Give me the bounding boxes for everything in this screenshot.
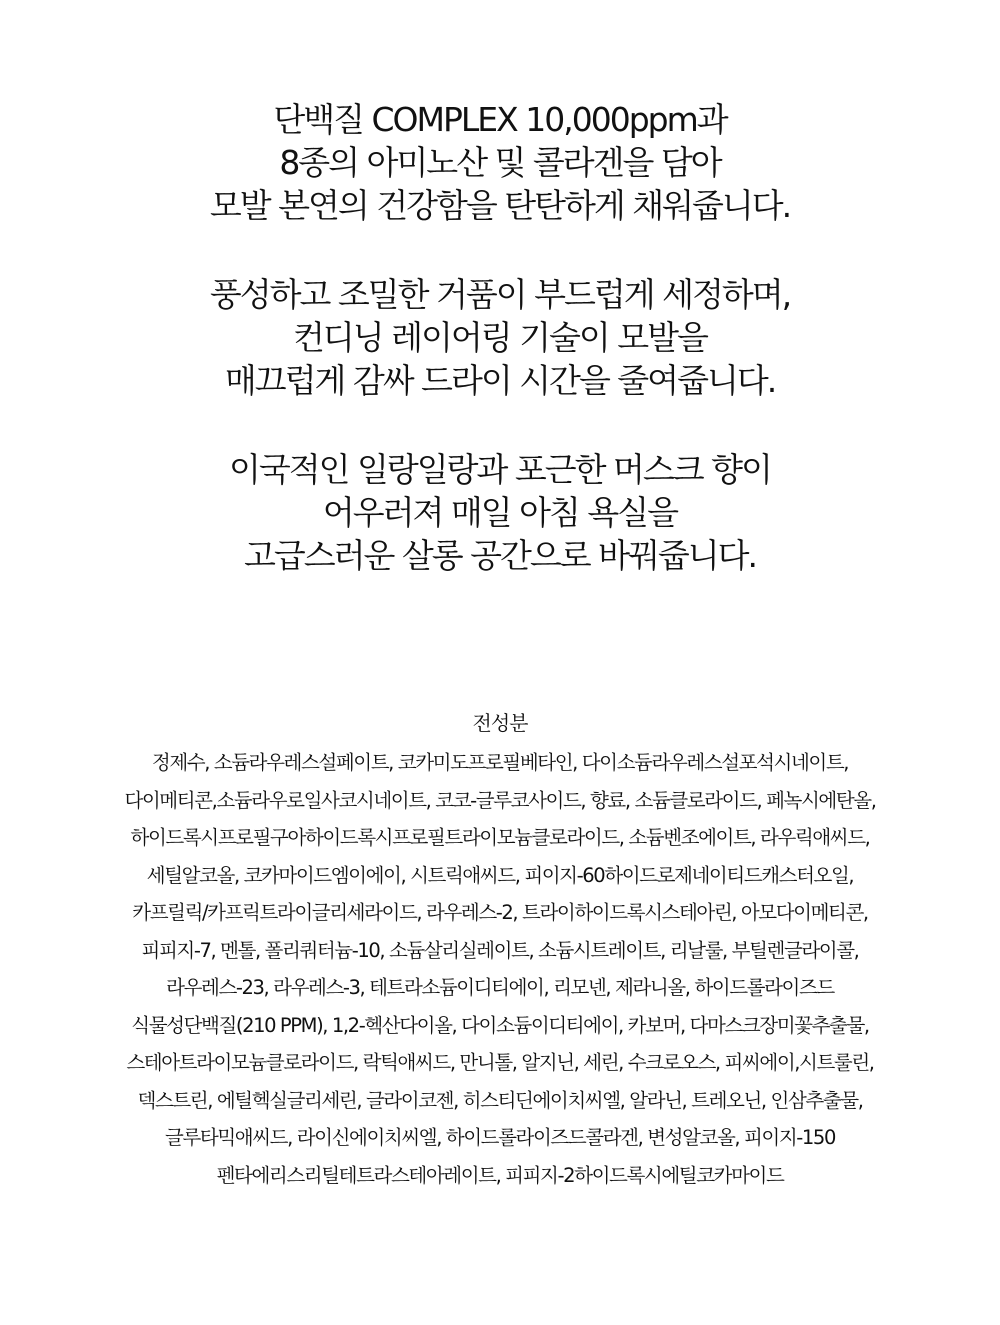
description-line: 어우러져 매일 아침 욕실을 — [322, 493, 678, 532]
description-line: 고급스러운 살롱 공간으로 바꿔줍니다. — [243, 536, 756, 575]
ingredients-line: 카프릴릭/카프릭트라이글리세라이드, 라우레스-2, 트라이하이드록시스테아린, 아모다이메티콘, — [132, 901, 868, 924]
description-line: 컨디닝 레이어링 기술이 모발을 — [293, 318, 707, 357]
ingredients-line: 피피지-7, 멘톨, 폴리쿼터늄-10, 소듐살리실레이트, 소듐시트레이트, 리날룰, 부틸렌글라이콜, — [141, 938, 859, 962]
ingredients-line: 펜타에리스리틸테트라스테아레이트, 피피지-2하이드록시에틸코카마이드 — [216, 1163, 784, 1187]
description-line: 이국적인 일랑일랑과 포근한 머스크 향이 — [229, 450, 771, 489]
ingredients-line: 라우레스-23, 라우레스-3, 테트라소듐이디티에이, 리모넨, 제라니올, 하이드롤라이즈드 — [166, 976, 834, 999]
description-line: 모발 본연의 건강함을 탄탄하게 채워줍니다. — [209, 186, 791, 225]
description-line: 풍성하고 조밀한 거품이 부드럽게 세정하며, — [209, 275, 791, 314]
description-paragraph-fragrance — [0, 448, 1000, 577]
ingredients-line: 스테아트라이모늄클로라이드, 락틱애씨드, 만니톨, 알지닌, 세린, 수크로오스, 피씨에이,시트룰린, — [126, 1051, 874, 1074]
ingredients-line: 하이드록시프로필구아하이드록시프로필트라이모늄클로라이드, 소듐벤조에이트, 라우릭애씨드, — [130, 826, 870, 849]
description-line: 단백질 COMPLEX 10,000ppm과 — [273, 100, 727, 139]
description-line: 매끄럽게 감싸 드라이 시간을 줄여줍니다. — [224, 361, 776, 400]
ingredients-line: 세틸알코올, 코카마이드엠이에이, 시트릭애씨드, 피이지-60하이드로제네이티드캐스터오일, — [146, 863, 854, 887]
ingredients-line: 글루타믹애씨드, 라이신에이치씨엘, 하이드롤라이즈드콜라겐, 변성알코올, 피이지-150 — [165, 1126, 835, 1149]
description-paragraph-lather — [0, 273, 1000, 402]
product-description — [0, 98, 1000, 623]
ingredients-line: 정제수, 소듐라우레스설페이트, 코카미도프로필베타인, 다이소듐라우레스설포석시네이트, — [151, 751, 849, 774]
description-paragraph-protein — [0, 98, 1000, 227]
ingredients-line: 덱스트린, 에틸헥실글리세린, 글라이코젠, 히스티딘에이치씨엘, 알라닌, 트레오닌, 인삼추출물, — [137, 1088, 863, 1112]
ingredients-line: 다이메티콘,소듐라우로일사코시네이트, 코코-글루코사이드, 향료, 소듐클로라이드, 페녹시에탄올, — [124, 788, 876, 812]
ingredients-title: 전성분 — [472, 711, 528, 735]
ingredients-section — [0, 706, 1000, 1194]
ingredients-line: 식물성단백질(210 PPM), 1,2-헥산다이올, 다이소듐이디티에이, 카보머, 다마스크장미꽃추출물, — [131, 1013, 869, 1037]
description-line: 8종의 아미노산 및 콜라겐을 담아 — [279, 143, 721, 182]
